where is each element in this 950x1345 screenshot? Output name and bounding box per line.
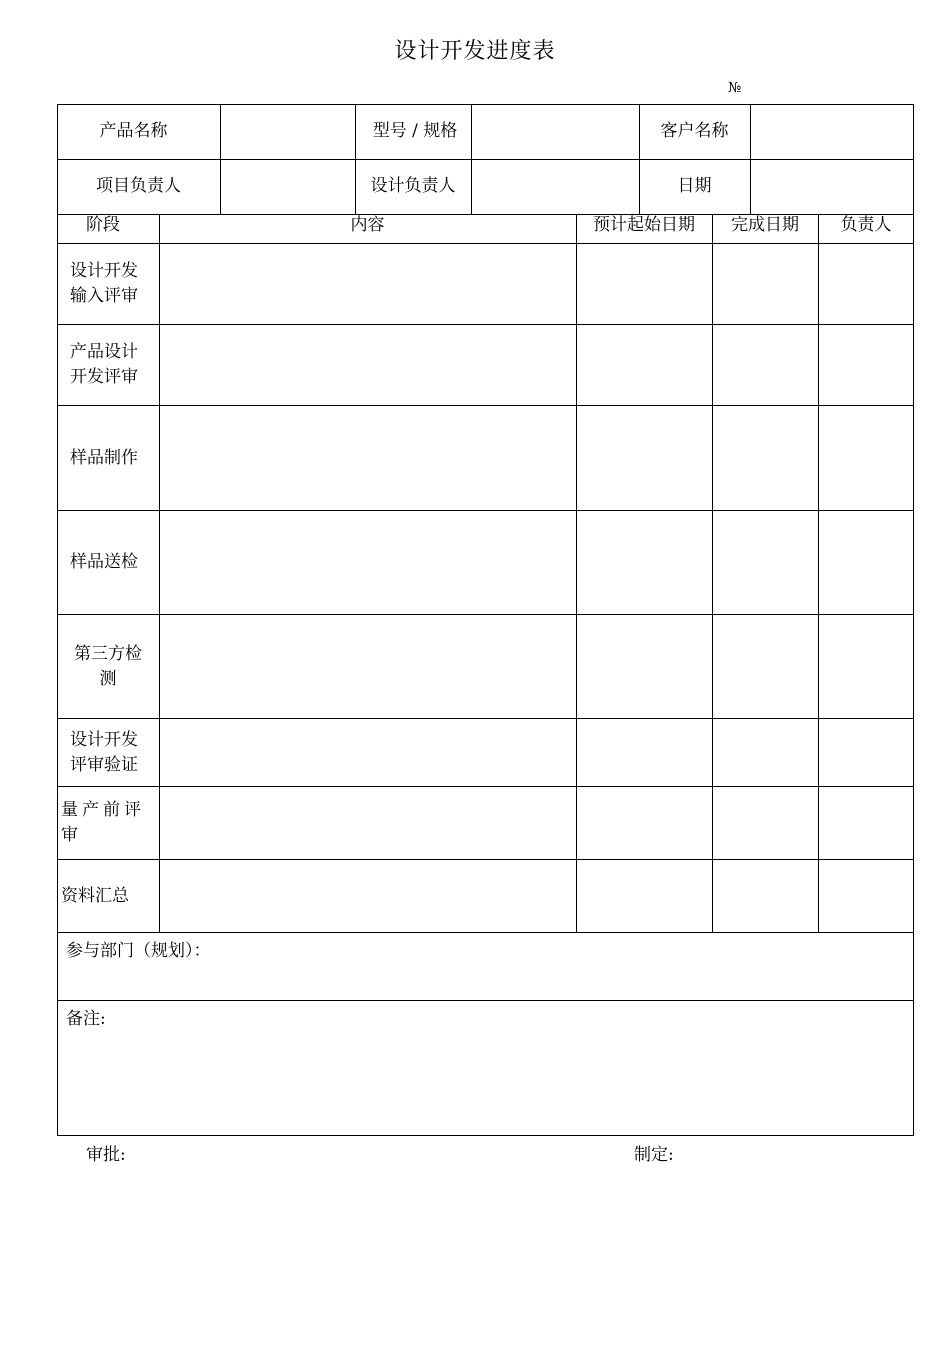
schedule-col-divider-4 [818, 214, 819, 932]
design-lead-field[interactable] [472, 159, 639, 214]
stage-header: 阶段 [86, 215, 120, 235]
schedule-row-divider [57, 510, 914, 511]
date-field[interactable] [751, 159, 914, 214]
owner-header: 负责人 [840, 215, 892, 235]
remarks-label: 备注: [66, 1009, 106, 1029]
customer-name-label: 客户名称 [660, 121, 729, 141]
schedule-header-divider [57, 243, 914, 244]
stage-label: 量产前评审 [61, 800, 145, 845]
schedule-row-divider [57, 614, 914, 615]
schedule-row-divider [57, 786, 914, 787]
stage-label: 样品制作 [70, 447, 138, 468]
schedule-col-divider-3 [712, 214, 713, 932]
page-title: 设计开发进度表 [394, 39, 556, 64]
customer-name-field[interactable] [751, 104, 914, 159]
product-name-field[interactable] [221, 104, 355, 159]
stage-label: 第三方检测 [74, 643, 142, 689]
schedule-col-divider-1 [159, 214, 160, 932]
remarks-field[interactable] [58, 1001, 913, 1135]
prepared-label: 制定: [634, 1145, 674, 1165]
serial-number-label: № [728, 80, 742, 96]
schedule-row-divider [57, 324, 914, 325]
stage-label: 设计开发输入评审 [70, 261, 138, 306]
participants-label: 参与部门（规划）： [66, 941, 211, 961]
design-lead-label: 设计负责人 [370, 176, 456, 196]
schedule-row-divider [57, 405, 914, 406]
project-lead-field[interactable] [221, 159, 355, 214]
product-name-label: 产品名称 [99, 121, 168, 141]
model-spec-label: 型号 / 规格 [372, 121, 458, 141]
completion-date-header: 完成日期 [731, 215, 799, 235]
date-label: 日期 [677, 176, 712, 196]
schedule-col-divider-2 [576, 214, 577, 932]
project-lead-label: 项目负责人 [96, 176, 181, 196]
stage-label: 产品设计开发评审 [70, 342, 138, 387]
model-spec-field[interactable] [472, 104, 639, 159]
content-header: 内容 [350, 215, 385, 235]
participants-field[interactable] [58, 933, 913, 1000]
stage-label: 资料汇总 [61, 885, 129, 906]
schedule-row-divider [57, 859, 914, 860]
stage-label: 设计开发评审验证 [70, 729, 138, 775]
planned-start-header: 预计起始日期 [593, 215, 695, 235]
approve-label: 审批: [86, 1145, 126, 1165]
stage-label: 样品送检 [70, 552, 138, 572]
schedule-row-divider [57, 718, 914, 719]
